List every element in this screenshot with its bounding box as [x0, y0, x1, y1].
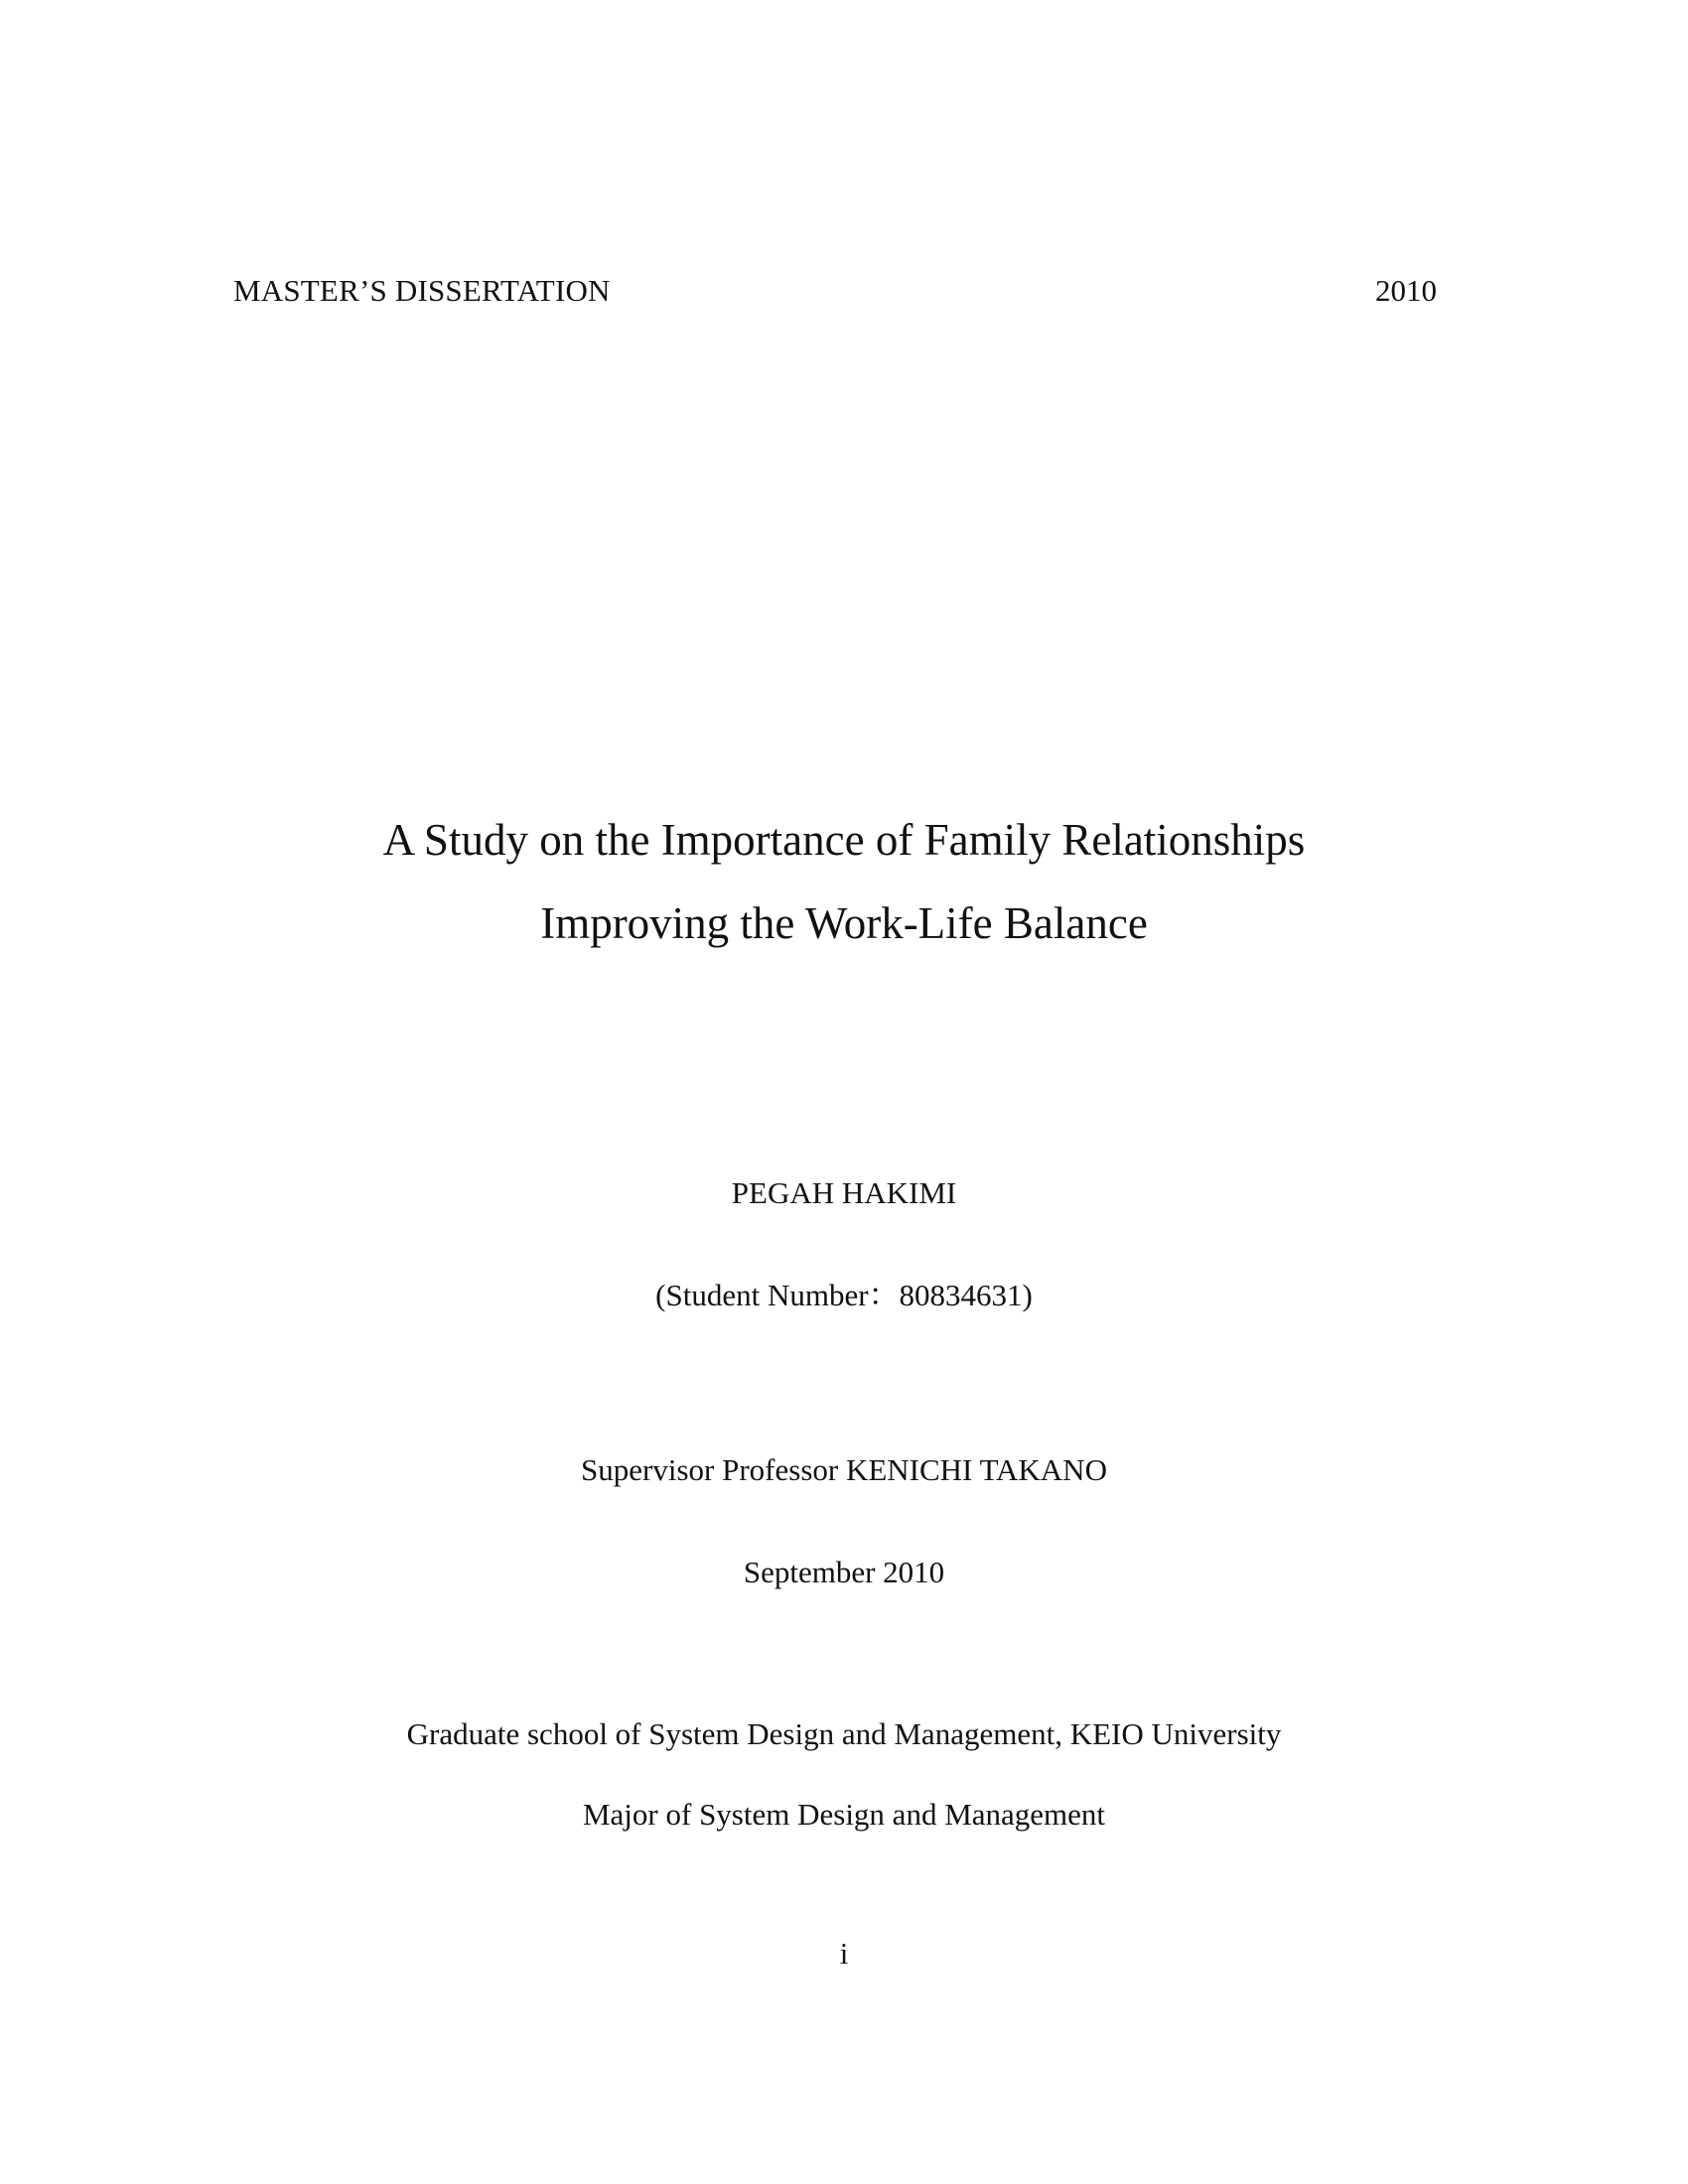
page-number: i: [839, 1936, 849, 1971]
author-name: PEGAH HAKIMI: [731, 1175, 957, 1210]
student-number: (Student Number：80834631): [655, 1278, 1033, 1312]
graduate-school: Graduate school of System Design and Management, KEIO University: [406, 1716, 1282, 1751]
document-type-label: MASTER’S DISSERTATION: [233, 273, 611, 308]
title-line-1: A Study on the Importance of Family Relationships: [382, 815, 1306, 865]
submission-date: September 2010: [743, 1555, 945, 1589]
major: Major of System Design and Management: [582, 1797, 1106, 1832]
header-year: 2010: [1375, 273, 1437, 308]
supervisor: Supervisor Professor KENICHI TAKANO: [581, 1452, 1107, 1487]
title-line-2: Improving the Work-Life Balance: [540, 898, 1148, 948]
